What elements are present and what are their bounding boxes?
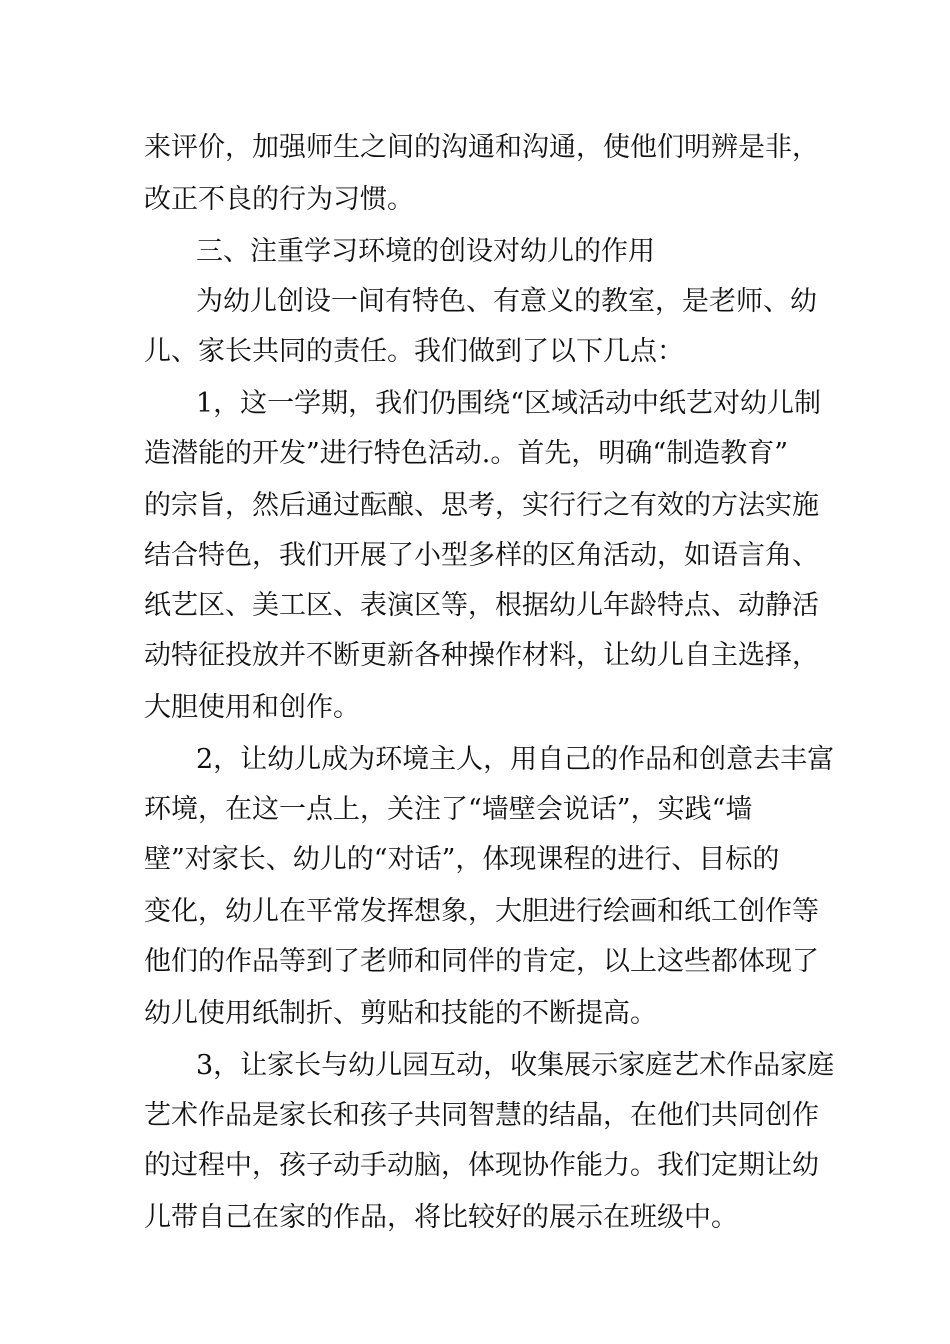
text-line: 的过程中，孩子动手动脑，体现协作能力。我们定期让幼 [144, 1150, 819, 1181]
text-line: 幼儿使用纸制折、剪贴和技能的不断提高。 [144, 998, 657, 1029]
text-line: 来评价，加强师生之间的沟通和沟通，使他们明辨是非， [144, 132, 819, 163]
text-line: 大胆使用和创作。 [144, 692, 360, 723]
text-line: 儿带自己在家的作品，将比较好的展示在班级中。 [144, 1202, 738, 1233]
text-line: 结合特色，我们开展了小型多样的区角活动，如语言角、 [144, 540, 819, 571]
text-line: 壁”对家长、幼儿的“对话”，体现课程的进行、目标的 [144, 844, 780, 875]
text-line: 改正不良的行为习惯。 [144, 184, 414, 215]
text-line: 造潜能的开发”进行特色活动.。首先，明确“制造教育” [144, 438, 788, 469]
text-line: 环境，在这一点上，关注了“墙壁会说话”，实践“墙 [144, 794, 753, 825]
text-line: 的宗旨，然后通过酝酿、思考，实行行之有效的方法实施 [144, 490, 819, 521]
text-line: 为幼儿创设一间有特色、有意义的教室，是老师、幼 [196, 286, 817, 317]
text-line: 纸艺区、美工区、表演区等，根据幼儿年龄特点、动静活 [144, 590, 819, 621]
section-heading: 三、注重学习环境的创设对幼儿的作用 [196, 236, 655, 267]
text-line: 3，让家长与幼儿园互动，收集展示家庭艺术作品家庭 [196, 1050, 835, 1081]
text-line: 他们的作品等到了老师和同伴的肯定，以上这些都体现了 [144, 946, 819, 977]
text-line: 儿、家长共同的责任。我们做到了以下几点： [144, 336, 684, 367]
text-line: 2，让幼儿成为环境主人，用自己的作品和创意去丰富 [196, 744, 835, 775]
text-line: 动特征投放并不断更新各种操作材料，让幼儿自主选择， [144, 640, 819, 671]
text-line: 1，这一学期，我们仍围绕“区域活动中纸艺对幼儿制 [196, 388, 821, 419]
text-line: 艺术作品是家长和孩子共同智慧的结晶，在他们共同创作 [144, 1100, 819, 1131]
text-line: 变化，幼儿在平常发挥想象，大胆进行绘画和纸工创作等 [144, 896, 819, 927]
